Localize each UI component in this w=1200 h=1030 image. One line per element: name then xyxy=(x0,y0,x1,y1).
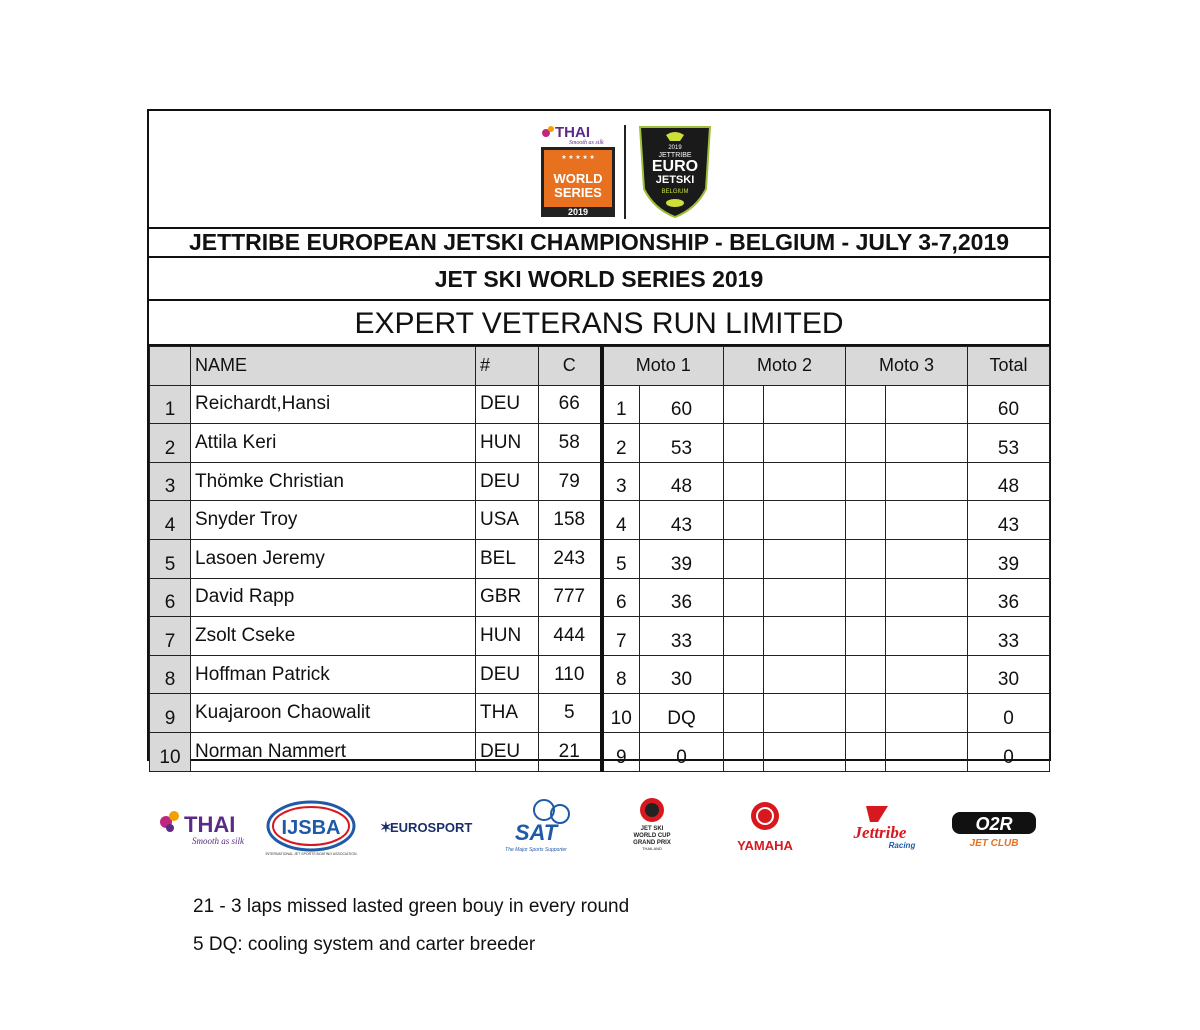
total-points-cell: 53 xyxy=(968,424,1050,463)
svg-text:WORLD: WORLD xyxy=(553,171,603,186)
rider-name-cell: Hoffman Patrick xyxy=(191,655,476,694)
total-points-cell: 30 xyxy=(968,655,1050,694)
moto1-points-cell: 43 xyxy=(640,501,724,540)
moto3-position-cell xyxy=(846,424,886,463)
moto2-position-cell xyxy=(724,578,764,617)
svg-text:INTERNATIONAL JET SPORTS BOATI: INTERNATIONAL JET SPORTS BOATING ASSOCIATION xyxy=(265,852,357,856)
header-nat: # xyxy=(476,347,539,386)
class-title: EXPERT VETERANS RUN LIMITED xyxy=(149,301,1049,346)
total-points-cell: 48 xyxy=(968,462,1050,501)
svg-text:★ ★ ★ ★ ★: ★ ★ ★ ★ ★ xyxy=(561,155,595,161)
moto1-points-cell: 33 xyxy=(640,617,724,656)
table-row xyxy=(150,617,1050,656)
rank-cell: 5 xyxy=(150,539,191,578)
moto3-position-cell xyxy=(846,501,886,540)
rider-name-cell: Attila Keri xyxy=(191,424,476,463)
svg-text:Racing: Racing xyxy=(888,841,916,850)
moto3-position-cell xyxy=(846,578,886,617)
craft-number-cell: 66 xyxy=(539,385,602,424)
table-row xyxy=(150,462,1050,501)
svg-text:O2R: O2R xyxy=(975,814,1013,834)
craft-number-cell: 777 xyxy=(539,578,602,617)
moto1-points-cell: 36 xyxy=(640,578,724,617)
moto2-points-cell xyxy=(764,385,846,424)
rank-cell: 4 xyxy=(150,501,191,540)
moto2-position-cell xyxy=(724,694,764,733)
series-title: JET SKI WORLD SERIES 2019 xyxy=(149,258,1049,301)
jet-ski-world-cup-logo xyxy=(622,796,682,858)
total-points-cell: 36 xyxy=(968,578,1050,617)
svg-text:JETSKI: JETSKI xyxy=(655,174,695,186)
thai-airways-logo xyxy=(154,796,254,858)
rider-name-cell: Snyder Troy xyxy=(191,501,476,540)
svg-text:WORLD CUP: WORLD CUP xyxy=(633,833,671,839)
moto2-position-cell xyxy=(724,462,764,501)
jettribe-logo xyxy=(830,796,930,858)
moto1-position-cell: 3 xyxy=(602,462,640,501)
svg-text:2019: 2019 xyxy=(567,207,589,217)
moto3-points-cell xyxy=(886,385,968,424)
moto2-points-cell xyxy=(764,694,846,733)
rank-cell: 10 xyxy=(150,732,191,771)
moto3-points-cell xyxy=(886,578,968,617)
notes xyxy=(193,888,629,964)
moto2-points-cell xyxy=(764,655,846,694)
rider-name-cell: Kuajaroon Chaowalit xyxy=(191,694,476,733)
header-moto2: Moto 2 xyxy=(724,347,846,386)
svg-text:THAI: THAI xyxy=(184,812,236,837)
svg-text:IJSBA: IJSBA xyxy=(281,817,341,839)
moto3-points-cell xyxy=(886,694,968,733)
svg-text:GRAND PRIX: GRAND PRIX xyxy=(633,840,671,846)
nationality-cell: USA xyxy=(476,501,539,540)
moto1-position-cell: 2 xyxy=(602,424,640,463)
craft-number-cell: 110 xyxy=(539,655,602,694)
svg-text:THAILAND: THAILAND xyxy=(642,846,662,851)
moto2-position-cell xyxy=(724,501,764,540)
rank-cell: 1 xyxy=(150,385,191,424)
results-body xyxy=(150,385,1050,771)
svg-text:YAMAHA: YAMAHA xyxy=(737,838,793,853)
moto3-points-cell xyxy=(886,539,968,578)
rider-name-cell: Lasoen Jeremy xyxy=(191,539,476,578)
sponsor-strip xyxy=(150,796,1050,858)
moto2-points-cell xyxy=(764,578,846,617)
moto3-position-cell xyxy=(846,617,886,656)
moto1-position-cell: 7 xyxy=(602,617,640,656)
header-name: NAME xyxy=(191,347,476,386)
euro-jetski-shield-logo xyxy=(636,123,714,219)
total-points-cell: 60 xyxy=(968,385,1050,424)
moto1-points-cell: 30 xyxy=(640,655,724,694)
moto3-position-cell xyxy=(846,385,886,424)
svg-text:JET SKI: JET SKI xyxy=(640,826,664,832)
moto1-points-cell: DQ xyxy=(640,694,724,733)
nationality-cell: DEU xyxy=(476,462,539,501)
moto2-points-cell xyxy=(764,501,846,540)
ijsba-logo xyxy=(265,796,357,858)
table-row xyxy=(150,655,1050,694)
table-row xyxy=(150,578,1050,617)
craft-number-cell: 243 xyxy=(539,539,602,578)
craft-number-cell: 58 xyxy=(539,424,602,463)
nationality-cell: GBR xyxy=(476,578,539,617)
svg-text:EURO: EURO xyxy=(651,158,699,175)
nationality-cell: DEU xyxy=(476,655,539,694)
table-row xyxy=(150,732,1050,771)
table-row xyxy=(150,385,1050,424)
moto1-points-cell: 60 xyxy=(640,385,724,424)
moto2-points-cell xyxy=(764,539,846,578)
rider-name-cell: Thömke Christian xyxy=(191,462,476,501)
header-moto3: Moto 3 xyxy=(846,347,968,386)
moto1-position-cell: 4 xyxy=(602,501,640,540)
rank-cell: 9 xyxy=(150,694,191,733)
moto2-position-cell xyxy=(724,617,764,656)
moto1-points-cell: 0 xyxy=(640,732,724,771)
moto2-position-cell xyxy=(724,732,764,771)
svg-text:EUROSPORT: EUROSPORT xyxy=(390,820,473,835)
svg-text:JETTRIBE: JETTRIBE xyxy=(658,152,692,159)
moto3-points-cell xyxy=(886,732,968,771)
moto1-points-cell: 39 xyxy=(640,539,724,578)
event-title: JETTRIBE EUROPEAN JETSKI CHAMPIONSHIP - BELGIUM - JULY 3-7,2019 xyxy=(149,227,1049,258)
rank-cell: 2 xyxy=(150,424,191,463)
svg-text:✶: ✶ xyxy=(380,819,392,835)
moto3-position-cell xyxy=(846,462,886,501)
svg-text:The Major Sports Supporter: The Major Sports Supporter xyxy=(505,847,567,853)
nationality-cell: BEL xyxy=(476,539,539,578)
total-points-cell: 0 xyxy=(968,732,1050,771)
rank-cell: 7 xyxy=(150,617,191,656)
moto1-position-cell: 9 xyxy=(602,732,640,771)
total-points-cell: 33 xyxy=(968,617,1050,656)
header-moto1: Moto 1 xyxy=(602,347,724,386)
craft-number-cell: 444 xyxy=(539,617,602,656)
rider-name-cell: Norman Nammert xyxy=(191,732,476,771)
moto2-points-cell xyxy=(764,462,846,501)
table-row xyxy=(150,539,1050,578)
thai-world-series-logo xyxy=(537,123,621,219)
moto3-position-cell xyxy=(846,694,886,733)
moto3-points-cell xyxy=(886,655,968,694)
total-points-cell: 0 xyxy=(968,694,1050,733)
moto1-position-cell: 8 xyxy=(602,655,640,694)
yamaha-logo xyxy=(730,796,800,858)
svg-text:Smooth as silk: Smooth as silk xyxy=(192,836,245,846)
total-points-cell: 39 xyxy=(968,539,1050,578)
rank-cell: 6 xyxy=(150,578,191,617)
svg-text:BELGIUM: BELGIUM xyxy=(661,189,689,195)
moto1-points-cell: 53 xyxy=(640,424,724,463)
total-points-cell: 43 xyxy=(968,501,1050,540)
moto3-points-cell xyxy=(886,462,968,501)
svg-text:Smooth as silk: Smooth as silk xyxy=(569,140,604,146)
svg-text:2019: 2019 xyxy=(668,145,682,151)
sat-logo xyxy=(500,796,580,858)
craft-number-cell: 158 xyxy=(539,501,602,540)
moto2-points-cell xyxy=(764,617,846,656)
moto3-points-cell xyxy=(886,424,968,463)
moto3-position-cell xyxy=(846,732,886,771)
logo-divider xyxy=(624,125,626,219)
craft-number-cell: 5 xyxy=(539,694,602,733)
moto3-points-cell xyxy=(886,501,968,540)
nationality-cell: DEU xyxy=(476,732,539,771)
rank-cell: 8 xyxy=(150,655,191,694)
thai-top-text: THAI xyxy=(555,124,590,141)
moto1-position-cell: 1 xyxy=(602,385,640,424)
table-header-row xyxy=(150,347,1050,386)
nationality-cell: DEU xyxy=(476,385,539,424)
table-row xyxy=(150,501,1050,540)
header-pos xyxy=(150,347,191,386)
svg-text:SERIES: SERIES xyxy=(554,185,602,200)
svg-text:Jettribe: Jettribe xyxy=(853,823,907,842)
moto1-position-cell: 5 xyxy=(602,539,640,578)
svg-text:SAT: SAT xyxy=(514,820,558,845)
svg-text:JET CLUB: JET CLUB xyxy=(969,838,1019,849)
craft-number-cell: 79 xyxy=(539,462,602,501)
nationality-cell: HUN xyxy=(476,424,539,463)
moto3-points-cell xyxy=(886,617,968,656)
header-total: Total xyxy=(968,347,1050,386)
results-sheet xyxy=(147,109,1051,768)
nationality-cell: HUN xyxy=(476,617,539,656)
rider-name-cell: Reichardt,Hansi xyxy=(191,385,476,424)
moto3-position-cell xyxy=(846,655,886,694)
table-row xyxy=(150,424,1050,463)
o2r-jet-club-logo xyxy=(948,796,1040,858)
table-row xyxy=(150,694,1050,733)
moto2-position-cell xyxy=(724,539,764,578)
moto1-points-cell: 48 xyxy=(640,462,724,501)
moto1-position-cell: 10 xyxy=(602,694,640,733)
rank-cell: 3 xyxy=(150,462,191,501)
moto3-position-cell xyxy=(846,539,886,578)
moto1-position-cell: 6 xyxy=(602,578,640,617)
eurosport-logo xyxy=(378,796,474,858)
note-line: 21 - 3 laps missed lasted green bouy in every round xyxy=(193,896,630,917)
results-table xyxy=(149,346,1050,772)
moto2-points-cell xyxy=(764,732,846,771)
rider-name-cell: David Rapp xyxy=(191,578,476,617)
rider-name-cell: Zsolt Cseke xyxy=(191,617,476,656)
moto2-position-cell xyxy=(724,385,764,424)
header-craft: C xyxy=(539,347,602,386)
craft-number-cell: 21 xyxy=(539,732,602,771)
nationality-cell: THA xyxy=(476,694,539,733)
note-line: 5 DQ: cooling system and carter breeder xyxy=(193,934,536,955)
moto2-position-cell xyxy=(724,424,764,463)
moto2-position-cell xyxy=(724,655,764,694)
moto2-points-cell xyxy=(764,424,846,463)
header-logo-row xyxy=(149,111,1049,229)
